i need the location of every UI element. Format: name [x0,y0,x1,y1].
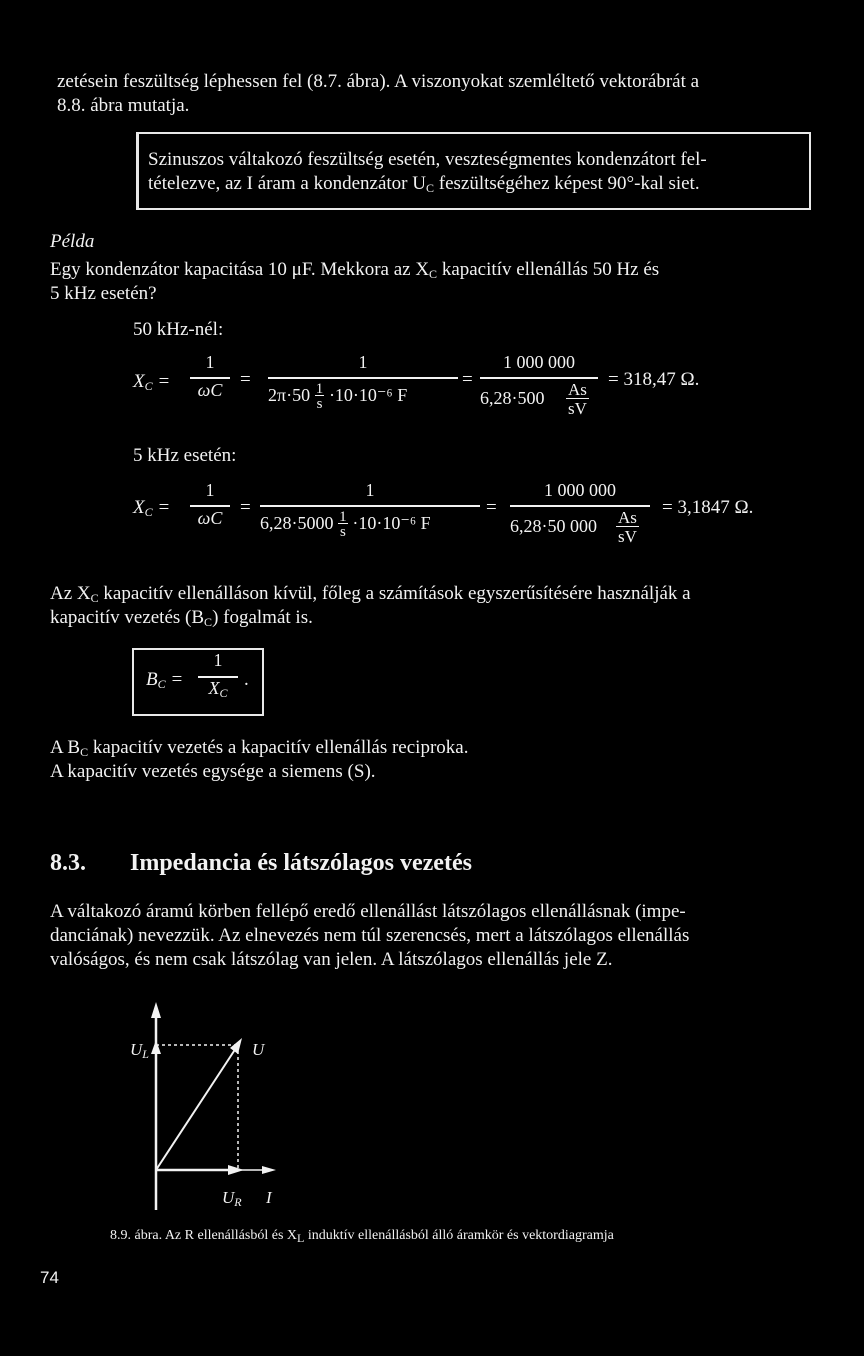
u-vector [156,1045,238,1170]
rule-box-line-2 [148,172,700,200]
formula-lhs-sub: C [157,677,166,691]
calc1-result: = 318,47 Ω. [608,369,700,390]
section-number: 8.3. [50,850,86,876]
calc2-f1-bar [190,505,230,507]
label-ul [130,1040,149,1062]
page-number: 74 [40,1268,59,1287]
calc2-lhs: $X_C$ = [133,497,171,519]
calc1-lhs-text: X [133,371,145,392]
figure-caption-text: 8.9. ábra. Az R ellenállásból és X [110,1228,298,1243]
calc2-heading: 5 kHz esetén: [133,445,237,466]
calc2-lhs-text: X [133,497,145,518]
calc2-f3-unit [616,508,639,546]
calc2-f2-den-rest: ·10·10⁻⁶ F [352,513,431,534]
section-line-2: danciának) nevezzük. Az elnevezés nem túl szerencsés, mert a látszólagos ellenállás [50,925,690,946]
calc1-f2-den [268,382,407,412]
label-ur [222,1188,242,1210]
section-line-1: A váltakozó áramú körben fellépő eredő ellenállást látszólagos ellenállásnak (impe- [50,901,686,922]
calc1-f1-num: 1 [205,352,215,372]
rule-box-line-2-sub: C [425,181,434,195]
formula-num: 1 [213,650,223,670]
calc2-lhs-sub: C [144,505,153,519]
calc1-eq-1: = [240,369,251,390]
calc2-f3-unit-den: sV [618,527,637,546]
calc2-f3-den: 6,28·50 000 [510,516,597,536]
calc2-f2-bar [260,505,480,507]
conductance-line-1-sub: C [90,591,99,605]
calc1-f1-den: ωC [197,380,223,400]
notes-line-1-text: A B [50,737,81,758]
calc1-f2-den-frac-den: s [316,396,323,412]
conductance-line-2-sub: C [204,615,213,629]
ul-arrowhead [151,1040,161,1054]
calc1-f3-den: 6,28·500 [480,388,545,408]
calc1-f3-unit [566,380,589,418]
calc2-f2-den [260,510,431,540]
notes-line-1-end: kapacitív vezetés a kapacitív ellenállás reciproka. [88,737,469,758]
calc1-eq-2: = [462,369,473,390]
calc1-lhs: $X_C$ = [133,371,171,393]
calc2-result: = 3,1847 Ω. [662,497,754,518]
calc1-f2-bar [268,377,458,379]
conductance-line-2-end: ) fogalmát is. [212,607,313,628]
example-line-1-text: Egy kondenzátor kapacitása 10 μF. Mekkora az X [50,259,430,280]
intro-line-1: zetésein feszültség léphessen fel (8.7. ábra). A viszonyokat szemléltető vektorábrát a [57,71,700,92]
calc1-f2-den-frac [315,382,325,412]
figure-caption-end: induktív ellenállásból álló áramkör és vektordiagramja [304,1228,614,1243]
calc2-eq-2: = [486,497,497,518]
u-arrowhead [230,1038,242,1054]
vertical-axis-arrowhead [151,1002,161,1018]
calc1-f2-den-text: 2π·50 [268,385,311,406]
example-line-1-end: kapacitív ellenállás 50 Hz és [437,259,660,280]
calc2-f3-unit-num: As [618,508,637,527]
calc2-f3-num: 1 000 000 [544,480,616,500]
example-label: Példa [50,231,95,252]
i-arrowhead [262,1166,276,1174]
formula-den [198,678,238,701]
calc1-f2-den-rest: ·10·10⁻⁶ F [328,385,408,406]
notes-line-2: A kapacitív vezetés egysége a siemens (S). [50,761,376,782]
calc2-f1-den: ωC [197,508,223,528]
calc1-f3-num: 1 000 000 [503,352,575,372]
rule-box-line-2-end: feszültségéhez képest 90°-kal siet. [434,173,700,194]
intro-line-2: 8.8. ábra mutatja. [57,95,190,116]
label-u: U [252,1040,265,1059]
calc2-f2-den-frac-num: 1 [339,509,347,525]
formula-den-text: X [208,678,220,698]
calc2-f2-den-text: 6,28·5000 [260,513,334,534]
calc1-heading: 50 kHz-nél: [133,319,224,340]
section-title: Impedancia és látszólagos vezetés [130,850,472,876]
label-ul-sub: L [142,1047,149,1061]
calc1-lhs-sub: C [144,379,153,393]
figure-caption-sub: L [297,1231,305,1245]
calc1-f2-den-frac-num: 1 [315,381,324,397]
conductance-line-1-end: kapacitív ellenálláson kívül, főleg a számítások egyszerűsítésére használják a [98,583,691,604]
formula-lhs: $B_C$ = [146,669,184,691]
calc2-eq-1: = [240,497,251,518]
rule-box-line-1: Szinuszos váltakozó feszültség esetén, veszteségmentes kondenzátort fel- [148,149,707,170]
example-line-1-sub: C [429,267,438,281]
section-line-3: valóságos, és nem csak látszólag van jelen. A látszólagos ellenállás jele Z. [50,949,613,970]
example-line-2: 5 kHz esetén? [50,283,157,304]
calc1-f2-num: 1 [358,352,368,372]
conductance-line-2-text: kapacitív vezetés (B [50,607,205,628]
label-ul-text: U [130,1040,143,1059]
calc2-f2-num: 1 [365,480,375,500]
calc1-f3-unit-den: sV [568,399,587,418]
calc2-f2-den-frac [338,510,348,540]
calc2-f1-num: 1 [205,480,215,500]
calc2-f3-bar [510,505,650,507]
conductance-line-1-text: Az X [50,583,91,604]
label-ur-sub: R [234,1195,242,1209]
calc1-f3-unit-num: As [568,380,587,399]
calc1-f1-bar [190,377,230,379]
formula-den-sub: C [219,686,228,700]
formula-lhs-text: B [146,669,158,690]
calc1-f3-bar [480,377,598,379]
rule-box-line-2-text: tételezve, az I áram a kondenzátor U [148,173,426,194]
label-ur-text: U [222,1188,235,1207]
vector-diagram [120,1000,320,1220]
label-i: I [266,1188,272,1207]
figure-caption [110,1228,614,1246]
formula-dot: . [244,669,249,690]
notes-line-1-sub: C [80,745,89,759]
conductance-line-2 [50,606,313,634]
calc2-f2-den-frac-den: s [340,524,346,540]
